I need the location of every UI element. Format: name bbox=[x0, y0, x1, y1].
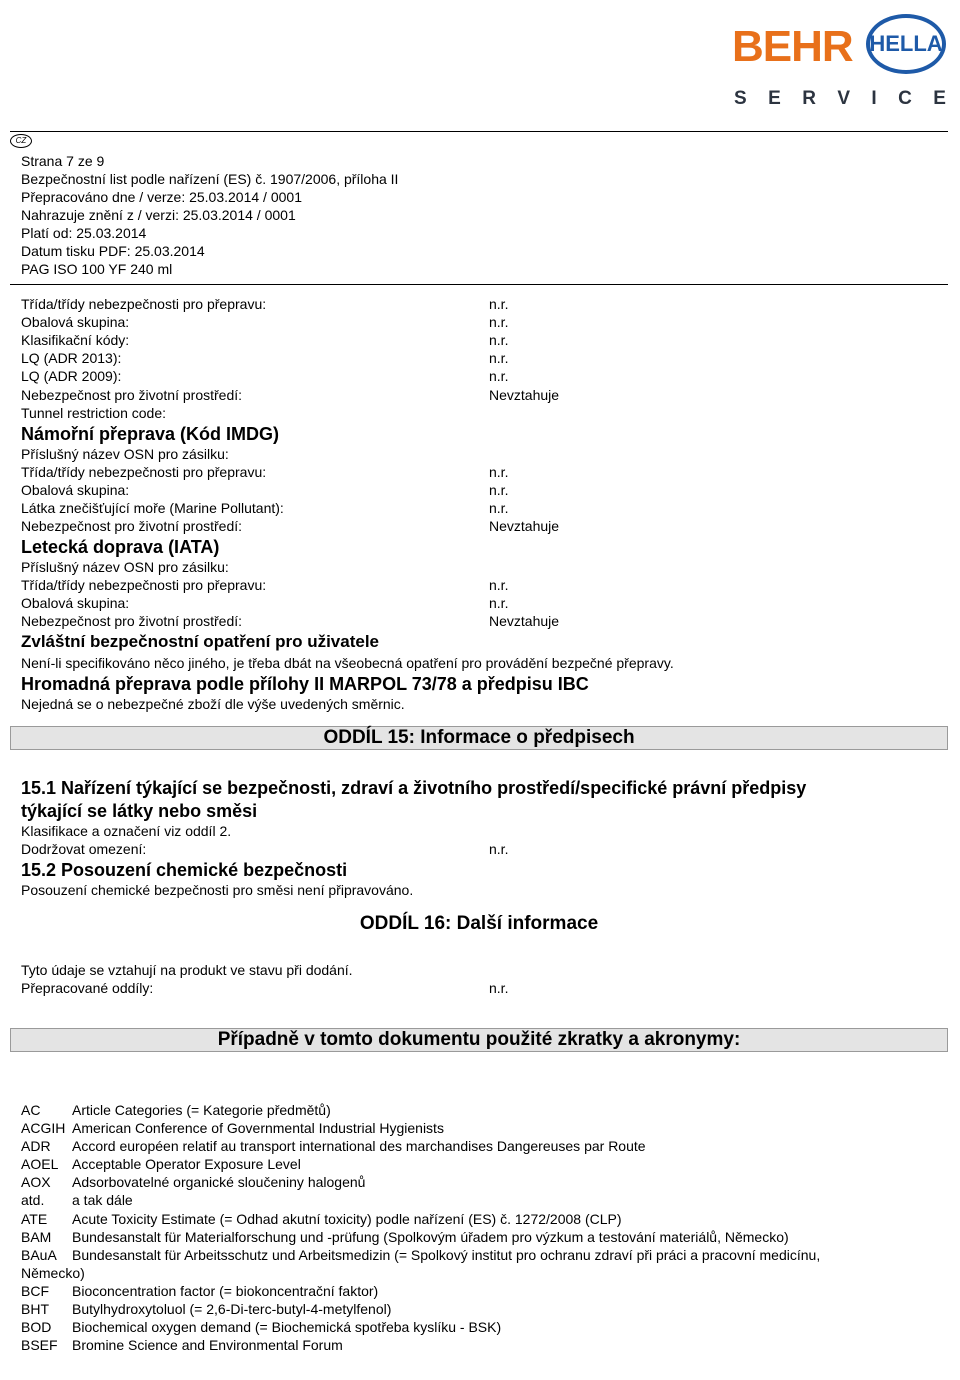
abbreviation-desc: Bundesanstalt für Materialforschung und -prüfung (Spolkovým úřadem pro výzkum a testování materiálů, Německo) bbox=[72, 1229, 789, 1245]
abbreviation-key: BCF bbox=[21, 1283, 49, 1299]
section-15-title: ODDÍL 15: Informace o předpisech bbox=[10, 726, 948, 750]
transport-row bbox=[21, 558, 941, 576]
abbreviation-key: ACGIH bbox=[21, 1120, 66, 1136]
header-top-rule bbox=[10, 131, 948, 132]
row-label: Nebezpečnost pro životní prostředí: bbox=[21, 613, 243, 629]
row-value: n.r. bbox=[489, 500, 509, 516]
abbreviation-desc-continuation: Německo) bbox=[21, 1265, 85, 1281]
row-value: n.r. bbox=[489, 332, 509, 348]
row-label: LQ (ADR 2013): bbox=[21, 350, 122, 366]
row-label: Nebezpečnost pro životní prostředí: bbox=[21, 518, 243, 534]
row-value: n.r. bbox=[489, 314, 509, 330]
transport-row bbox=[21, 404, 941, 422]
row-label: Látka znečišťující moře (Marine Pollutant): bbox=[21, 500, 284, 516]
abbreviation-key: ATE bbox=[21, 1211, 48, 1227]
transport-row bbox=[21, 481, 941, 499]
transport-row bbox=[21, 612, 941, 630]
iata-heading: Letecká doprava (IATA) bbox=[21, 537, 220, 557]
transport-row bbox=[21, 576, 941, 594]
row-value: n.r. bbox=[489, 296, 509, 312]
transport-row bbox=[21, 499, 941, 517]
row-label: Příslušný název OSN pro zásilku: bbox=[21, 446, 229, 462]
row-label: Obalová skupina: bbox=[21, 482, 130, 498]
abbreviations-title: Případně v tomto dokumentu použité zkratky a akronymy: bbox=[10, 1028, 948, 1052]
row-value: Nevztahuje bbox=[489, 518, 560, 534]
regulation-line: Bezpečnostní list podle nařízení (ES) č. 1907/2006, příloha II bbox=[21, 171, 399, 187]
service-letter: V bbox=[837, 88, 851, 109]
abbreviation-desc: Bromine Science and Environmental Forum bbox=[72, 1337, 343, 1353]
abbreviation-key: BAM bbox=[21, 1229, 52, 1245]
abbreviation-desc: Bundesanstalt für Arbeitsschutz und Arbeitsmedizin (= Spolkový institut pro ochranu zdraví při práci a pracovní medicínu, bbox=[72, 1247, 821, 1263]
row-value: n.r. bbox=[489, 980, 509, 996]
row-label: Třída/třídy nebezpečnosti pro přepravu: bbox=[21, 296, 267, 312]
abbreviation-desc: Adsorbovatelné organické sloučeniny halogenů bbox=[72, 1174, 366, 1190]
row-value: n.r. bbox=[489, 368, 509, 384]
abbreviation-key: BOD bbox=[21, 1319, 52, 1335]
abbreviation-key: AOX bbox=[21, 1174, 51, 1190]
abbreviation-desc: Accord européen relatif au transport international des marchandises Dangereuses par Route bbox=[72, 1138, 646, 1154]
transport-row bbox=[21, 331, 941, 349]
row-value: Nevztahuje bbox=[489, 387, 560, 403]
abbreviation-desc: Article Categories (= Kategorie předmětů) bbox=[72, 1102, 331, 1118]
row-label: Nebezpečnost pro životní prostředí: bbox=[21, 387, 243, 403]
product-name: PAG ISO 100 YF 240 ml bbox=[21, 261, 173, 277]
behr-logo: BEHR bbox=[732, 22, 853, 71]
abbreviation-key: atd. bbox=[21, 1192, 45, 1208]
service-letter: C bbox=[898, 88, 912, 109]
row-label: Tunnel restriction code: bbox=[21, 405, 166, 421]
valid-from-line: Platí od: 25.03.2014 bbox=[21, 225, 147, 241]
abbreviation-desc: Acute Toxicity Estimate (= Odhad akutní toxicity) podle nařízení (ES) č. 1272/2008 (CLP) bbox=[72, 1211, 622, 1227]
row-label: Příslušný název OSN pro zásilku: bbox=[21, 559, 229, 575]
row-value: n.r. bbox=[489, 577, 509, 593]
abbreviation-key: AOEL bbox=[21, 1156, 59, 1172]
abbreviation-key: BAuA bbox=[21, 1247, 57, 1263]
service-letter: I bbox=[871, 88, 877, 109]
row-value: Nevztahuje bbox=[489, 613, 560, 629]
transport-row bbox=[21, 594, 941, 612]
transport-row bbox=[21, 349, 941, 367]
section-15-1-heading-cont: týkající se látky nebo směsi bbox=[21, 801, 258, 821]
section-16-title: ODDÍL 16: Další informace bbox=[359, 913, 599, 934]
section-15-2-text: Posouzení chemické bezpečnosti pro směsi není připravováno. bbox=[21, 882, 414, 898]
row-label: Třída/třídy nebezpečnosti pro přepravu: bbox=[21, 464, 267, 480]
row-value: n.r. bbox=[489, 595, 509, 611]
special-precautions-text: Není-li specifikováno něco jiného, je třeba dbát na všeobecná opatření pro provádění bezpečné přepravy. bbox=[21, 655, 674, 671]
row-label: Dodržovat omezení: bbox=[21, 841, 147, 857]
row-value: n.r. bbox=[489, 482, 509, 498]
row-value: n.r. bbox=[489, 464, 509, 480]
row-label: Klasifikační kódy: bbox=[21, 332, 130, 348]
marpol-heading: Hromadná přeprava podle přílohy II MARPOL 73/78 a předpisu IBC bbox=[21, 674, 589, 694]
service-wordmark bbox=[734, 88, 946, 110]
transport-row bbox=[21, 386, 941, 404]
replaces-line: Nahrazuje znění z / verzi: 25.03.2014 / 0001 bbox=[21, 207, 296, 223]
transport-row bbox=[21, 367, 941, 385]
row-label: Obalová skupina: bbox=[21, 314, 130, 330]
section-15-2-heading: 15.2 Posouzení chemické bezpečnosti bbox=[21, 860, 348, 880]
abbreviation-desc: American Conference of Governmental Industrial Hygienists bbox=[72, 1120, 444, 1136]
product-state-note: Tyto údaje se vztahují na produkt ve stavu při dodání. bbox=[21, 962, 353, 978]
row-label: Obalová skupina: bbox=[21, 595, 130, 611]
special-precautions-heading: Zvláštní bezpečnostní opatření pro uživatele bbox=[21, 632, 380, 651]
service-letter: E bbox=[933, 88, 946, 109]
service-letter: S bbox=[734, 88, 747, 109]
row-value: n.r. bbox=[489, 841, 509, 857]
transport-row bbox=[21, 445, 941, 463]
row-label: LQ (ADR 2009): bbox=[21, 368, 122, 384]
classification-note: Klasifikace a označení viz oddíl 2. bbox=[21, 823, 232, 839]
imdg-heading: Námořní přeprava (Kód IMDG) bbox=[21, 424, 280, 444]
revision-line: Přepracováno dne / verze: 25.03.2014 / 0001 bbox=[21, 189, 302, 205]
section-15-1-heading: 15.1 Nařízení týkající se bezpečnosti, zdraví a životního prostředí/specifické právní předpisy bbox=[21, 778, 807, 798]
row-value: n.r. bbox=[489, 350, 509, 366]
abbreviation-desc: Bioconcentration factor (= biokoncentrační faktor) bbox=[72, 1283, 379, 1299]
comply-row bbox=[21, 840, 941, 858]
abbreviation-key: ADR bbox=[21, 1138, 51, 1154]
row-label: Třída/třídy nebezpečnosti pro přepravu: bbox=[21, 577, 267, 593]
service-letter: R bbox=[802, 88, 816, 109]
transport-row bbox=[21, 463, 941, 481]
page-number: Strana 7 ze 9 bbox=[21, 153, 105, 169]
language-badge: CZ bbox=[10, 134, 32, 148]
abbreviation-key: BHT bbox=[21, 1301, 49, 1317]
abbreviation-desc: Biochemical oxygen demand (= Biochemická spotřeba kyslíku - BSK) bbox=[72, 1319, 502, 1335]
print-date-line: Datum tisku PDF: 25.03.2014 bbox=[21, 243, 205, 259]
abbreviation-key: BSEF bbox=[21, 1337, 58, 1353]
row-label: Přepracované oddíly: bbox=[21, 980, 154, 996]
transport-row bbox=[21, 517, 941, 535]
header-bottom-rule bbox=[10, 284, 948, 285]
transport-row bbox=[21, 295, 941, 313]
hella-logo: HELLA bbox=[866, 14, 946, 74]
service-letter: E bbox=[768, 88, 781, 109]
abbreviation-desc: a tak dále bbox=[72, 1192, 133, 1208]
abbreviation-desc: Butylhydroxytoluol (= 2,6-Di-terc-butyl-4-metylfenol) bbox=[72, 1301, 392, 1317]
abbreviation-key: AC bbox=[21, 1102, 41, 1118]
abbreviation-desc: Acceptable Operator Exposure Level bbox=[72, 1156, 301, 1172]
marpol-text: Nejedná se o nebezpečné zboží dle výše uvedených směrnic. bbox=[21, 696, 405, 712]
transport-row bbox=[21, 313, 941, 331]
revised-sections-row bbox=[21, 979, 941, 997]
